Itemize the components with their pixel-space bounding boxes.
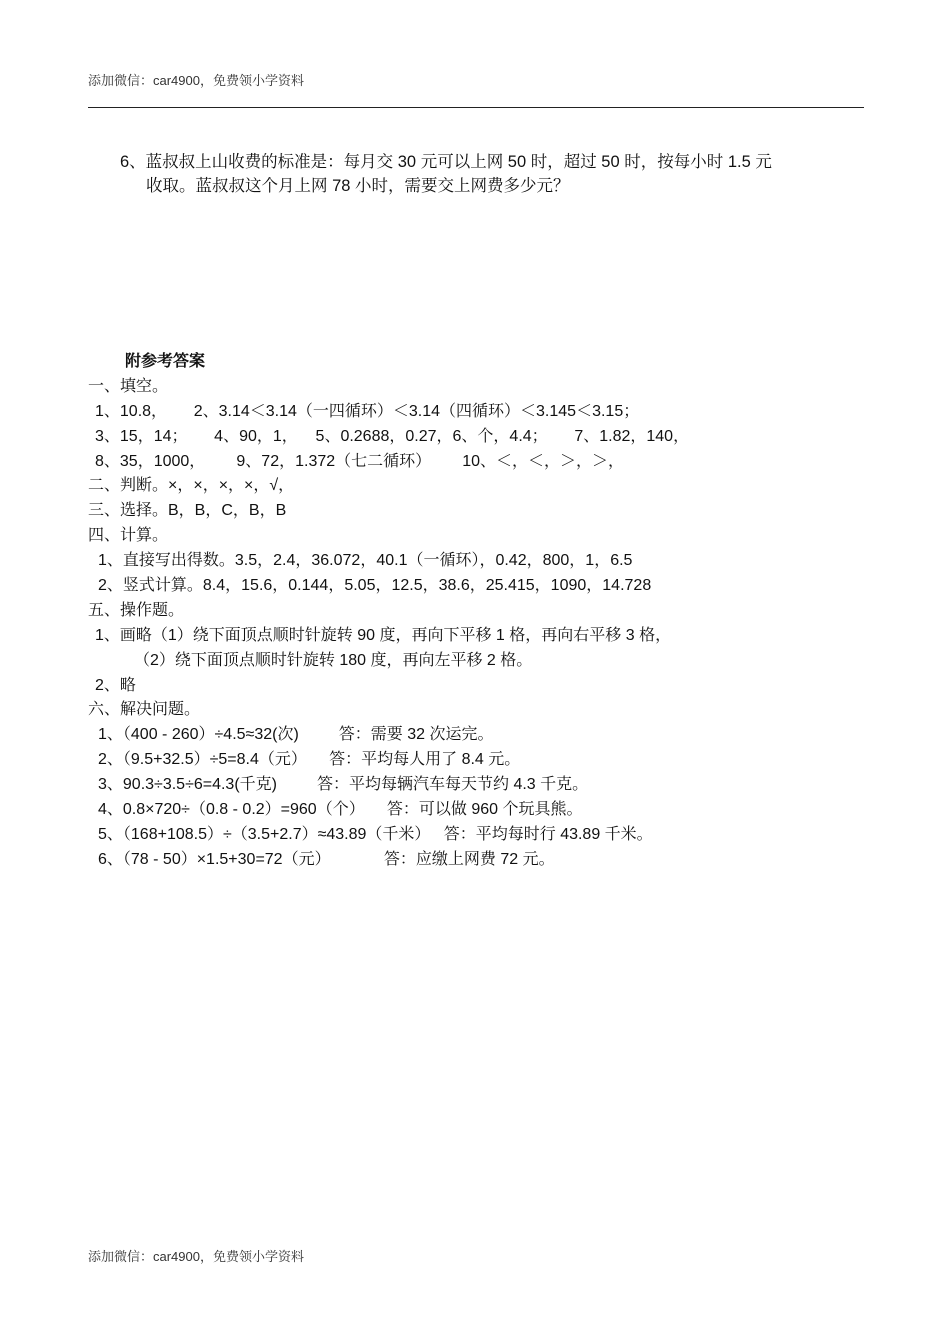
section-heading: 三、选择。B，B，C，B，B bbox=[88, 502, 287, 520]
answer-line: 2、略 bbox=[95, 676, 136, 694]
header-divider bbox=[88, 107, 864, 108]
answer-line: 1、（400 - 260）÷4.5≈32(次) 答：需要 32 次运完。 bbox=[98, 726, 494, 744]
answer-line: 1、直接写出得数。3.5，2.4，36.072，40.1（一循环），0.42，800，1，6.5 bbox=[98, 552, 633, 570]
answer-line: （2）绕下面顶点顺时针旋转 180 度，再向左平移 2 格。 bbox=[134, 651, 533, 669]
problem-line-1: 6、蓝叔叔上山收费的标准是：每月交 30 元可以上网 50 时，超过 50 时，按每小时 1.5 元 bbox=[120, 153, 772, 171]
answer-line: 5、（168+108.5）÷（3.5+2.7）≈43.89（千米） 答：平均每时行 43.89 千米。 bbox=[98, 825, 653, 843]
answer-line: 4、0.8×720÷（0.8 - 0.2）=960（个） 答：可以做 960 个玩具熊。 bbox=[98, 801, 583, 819]
page-header: 添加微信：car4900，免费领小学资料 bbox=[88, 73, 304, 88]
answer-line: 1、10.8， 2、3.14＜3.14（一四循环）＜3.14（四循环）＜3.145＜3.15； bbox=[95, 402, 640, 420]
answer-line: 2、（9.5+32.5）÷5=8.4（元） 答：平均每人用了 8.4 元。 bbox=[98, 751, 521, 769]
word-problem-6 bbox=[120, 150, 865, 198]
answer-line: 2、竖式计算。8.4，15.6，0.144，5.05，12.5，38.6，25.415，1090，14.728 bbox=[98, 577, 652, 595]
answer-line: 3、15，14； 4、90，1， 5、0.2688，0.27，6、个，4.4； 7、1.82，140， bbox=[95, 427, 690, 445]
section-heading: 五、操作题。 bbox=[88, 601, 185, 619]
page-footer: 添加微信：car4900，免费领小学资料 bbox=[88, 1249, 304, 1264]
section-heading: 四、计算。 bbox=[88, 527, 169, 545]
answer-line: 6、（78 - 50）×1.5+30=72（元） 答：应缴上网费 72 元。 bbox=[98, 850, 555, 868]
section-heading: 二、判断。×，×，×，×，√， bbox=[88, 477, 295, 495]
problem-line-2: 收取。蓝叔叔这个月上网 78 小时，需要交上网费多少元？ bbox=[146, 177, 570, 195]
answer-line: 8、35，1000， 9、72，1.372（七二循环） 10、＜，＜，＞，＞， bbox=[95, 452, 625, 470]
answer-line: 3、90.3÷3.5÷6=4.3(千克) 答：平均每辆汽车每天节约 4.3 千克。 bbox=[98, 776, 589, 794]
answer-key bbox=[88, 350, 868, 873]
answer-line: 1、画略（1）绕下面顶点顺时针旋转 90 度，再向下平移 1 格，再向右平移 3 格， bbox=[95, 626, 672, 644]
section-heading: 一、填空。 bbox=[88, 377, 169, 395]
section-heading: 六、解决问题。 bbox=[88, 701, 201, 719]
answer-key-title: 附参考答案 bbox=[125, 353, 206, 370]
